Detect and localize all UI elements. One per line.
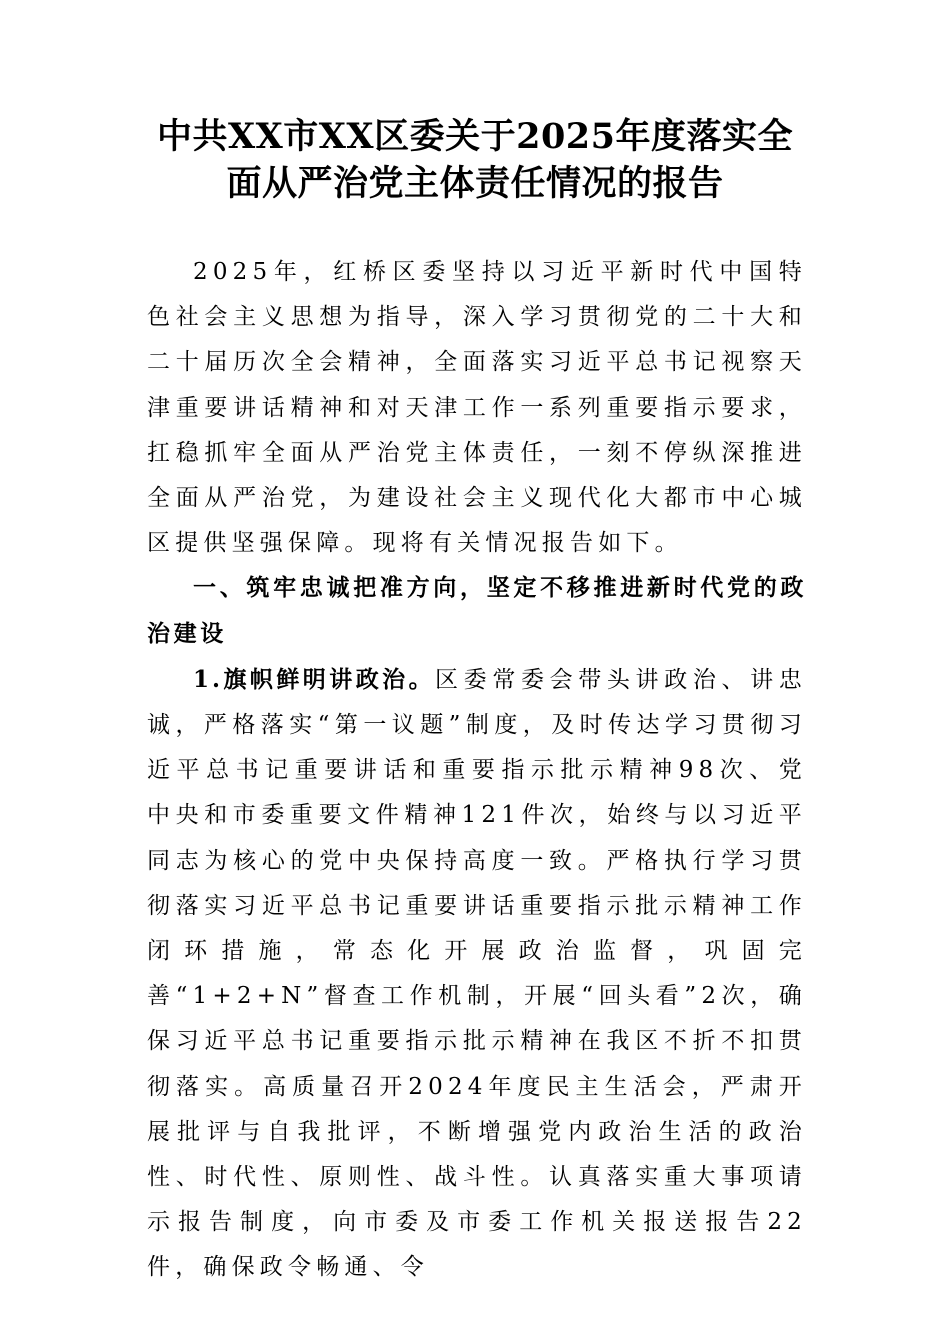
- document-title: [130, 113, 820, 207]
- title-line-1: 中共XX市XX区委关于2025年度落实全: [156, 116, 794, 157]
- intro-paragraph: 2025年，红桥区委坚持以习近平新时代中国特色社会主义思想为指导，深入学习贯彻党的二十大和二十届历次全会精神，全面落实习近平总书记视察天津重要讲话精神和对天津工作一系列重要指示要求，扛稳抓牢全面从严治党主体责任，一刻不停纵深推进全面从严治党，为建设社会主义现代化大都市中心城区提供坚强保障。现将有关情况报告如下。: [147, 259, 807, 557]
- item-lead-1: 1.旗帜鲜明讲政治。: [193, 665, 436, 693]
- item-paragraph-1: [147, 657, 807, 1291]
- section-heading-1: 一、筑牢忠诚把准方向，坚定不移推进新时代党的政治建设: [147, 575, 807, 647]
- document-body: [147, 250, 807, 1291]
- title-line-2: 面从严治党主体责任情况的报告: [226, 163, 724, 204]
- item-text-1: 区委常委会带头讲政治、讲忠诚，严格落实“第一议题”制度，及时传达学习贯彻习近平总书记重要讲话和重要指示批示精神98次、党中央和市委重要文件精神121件次，始终与以习近平同志为核心的党中央保持高度一致。严格执行学习贯彻落实习近平总书记重要讲话重要指示批示精神工作闭环措施，常态化开展政治监督，巩固完善“1+2+N”督查工作机制，开展“回头看”2次，确保习近平总书记重要指示批示精神在我区不折不扣贯彻落实。高质量召开2024年度民主生活会，严肃开展批评与自我批评，不断增强党内政治生活的政治性、时代性、原则性、战斗性。认真落实重大事项请示报告制度，向市委及市委工作机关报送报告22件，确保政令畅通、令: [147, 666, 807, 1281]
